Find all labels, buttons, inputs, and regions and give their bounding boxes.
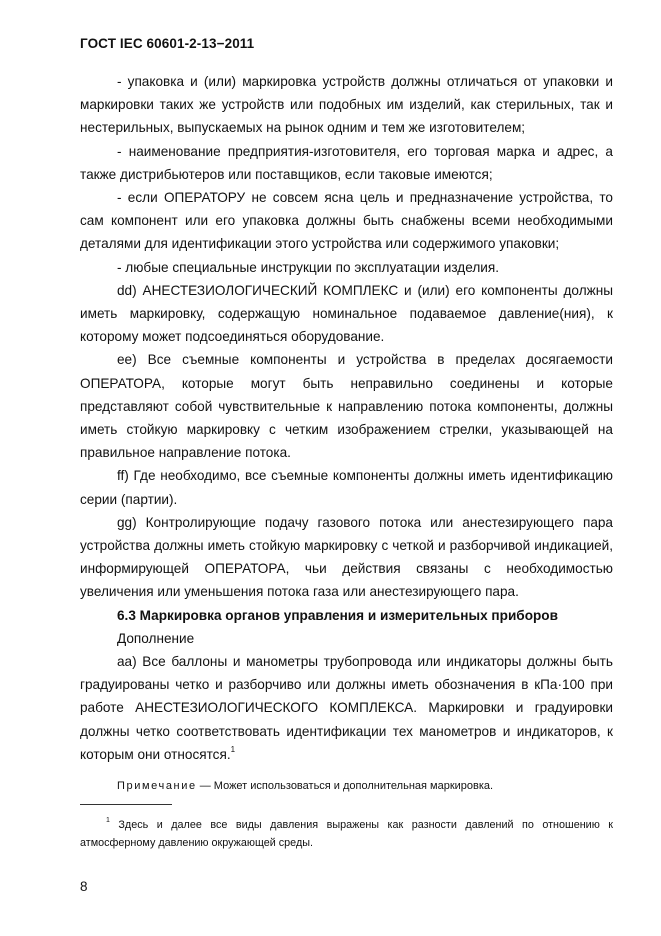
paragraph: - упаковка и (или) маркировка устройств должны отличаться от упаковки и маркировки таких же устройств или подобных им изделий, как стерильных, так и нестерильных, выпускаемых на рынок одним и тем же изготовителем; bbox=[80, 74, 613, 136]
note-label: Примечание bbox=[117, 780, 197, 793]
page-number: 8 bbox=[80, 879, 88, 894]
paragraph: ff) Где необходимо, все съемные компоненты должны иметь идентификацию серии (партии). bbox=[80, 468, 613, 507]
footnote-marker: 1 bbox=[106, 817, 110, 825]
footnote-separator bbox=[80, 804, 172, 805]
section-paragraph bbox=[80, 650, 613, 766]
document-body bbox=[80, 70, 613, 794]
section-subheading: Дополнение bbox=[117, 630, 195, 646]
footnote bbox=[80, 816, 613, 852]
paragraph: dd) АНЕСТЕЗИОЛОГИЧЕСКИЙ КОМПЛЕКС и (или) его компоненты должны иметь маркировку, содержащую номинальное подаваемое давление(ния), к которому может подсоединяться оборудование. bbox=[80, 282, 613, 345]
paragraph: - если ОПЕРАТОРУ не совсем ясна цель и предназначение устройства, то сам компонент или его упаковка должны быть снабжены всеми необходимыми деталями для идентификации этого устройства или содержимого упаковки; bbox=[80, 190, 613, 252]
paragraph: gg) Контролирующие подачу газового потока или анестезирующего пара устройства должны иметь стойкую маркировку с четкой и разборчивой индикацией, информирующей ОПЕРАТОРА, чьи действия связаны с необходимостью увеличения или уменьшения потока газа или анестезирующего пара. bbox=[80, 514, 613, 600]
footnote-reference: 1 bbox=[230, 745, 236, 755]
note-text: — Может использоваться и дополнительная маркировка. bbox=[196, 780, 494, 793]
footnote-text: Здесь и далее все виды давления выражены как разности давлений по отношению к атмосферному давлению окружающей среды. bbox=[80, 819, 613, 849]
note bbox=[117, 778, 613, 794]
paragraph: - наименование предприятия-изготовителя, его торговая марка и адрес, а также дистрибьютеров или поставщиков, если таковые имеются; bbox=[80, 143, 613, 182]
section-heading: 6.3 Маркировка органов управления и измерительных приборов bbox=[117, 607, 558, 623]
paragraph: ee) Все съемные компоненты и устройства в пределах досягаемости ОПЕРАТОРА, которые могут быть неправильно соединены и которые представляют собой чувствительные к направлению потока компоненты, должны иметь стойкую маркировку с четким изображением стрелки, указывающей на правильное направление потока. bbox=[80, 352, 613, 461]
document-header: ГОСТ IEC 60601-2-13−2011 bbox=[80, 36, 255, 51]
paragraph: - любые специальные инструкции по эксплуатации изделия. bbox=[117, 259, 499, 275]
section-paragraph-text: аа) Все баллоны и манометры трубопровода или индикаторы должны быть градуированы четко и разборчиво или должны иметь обозначения в кПа·100 при работе АНЕСТЕЗИОЛОГИЧЕСКОГО КОМПЛЕКСА. Маркировки и градуировки должны четко соответствовать идентификации тех манометров и индикаторов, к которым они относятся. bbox=[80, 654, 613, 762]
